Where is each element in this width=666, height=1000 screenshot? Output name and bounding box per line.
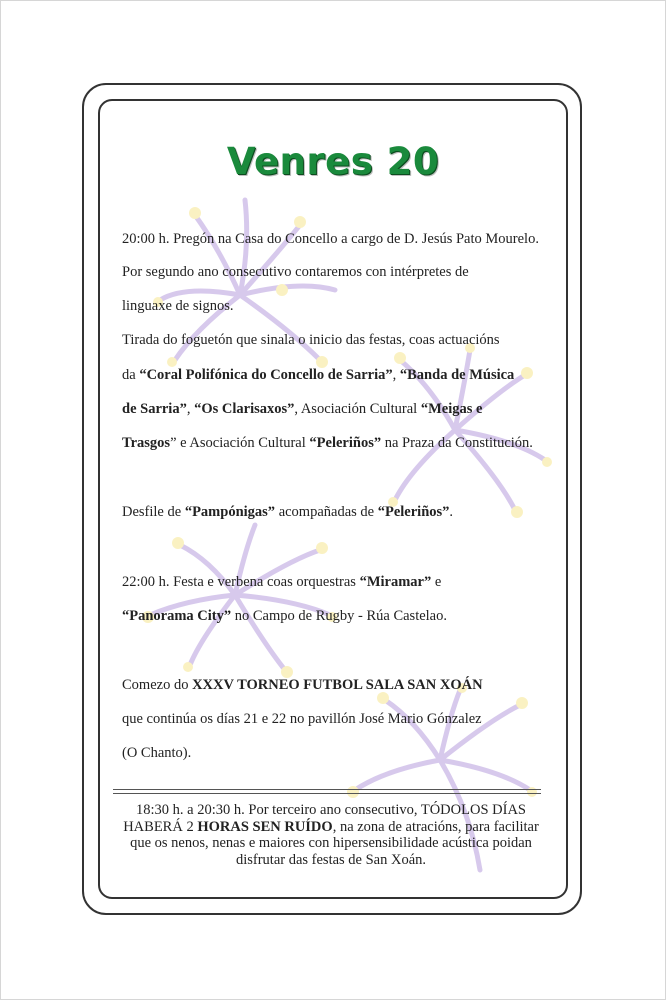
text-line-coral [122, 366, 514, 384]
notice-line-4: disfrutar das festas de San Xoán. [235, 851, 427, 868]
text-line-desfile [122, 503, 453, 521]
group-name-banda-end: de Sarria” [122, 401, 187, 417]
band-name-panorama: “Panorama City” [122, 608, 232, 624]
text-line-chanto: (O Chanto). [122, 745, 192, 761]
text-line-sign-language: linguaxe de signos. [122, 298, 234, 314]
text-span: na Praza da Constitución. [381, 435, 533, 451]
divider-top [113, 789, 541, 790]
text-span: acompañadas de [275, 504, 378, 520]
text-span: , na zona de atracións, para facilitar [332, 818, 539, 835]
notice-box [106, 802, 556, 868]
group-name-meigas: “Meigas e [420, 401, 483, 417]
band-name-miramar: “Miramar” [359, 574, 432, 590]
divider-bottom [113, 793, 541, 794]
text-span: da [122, 367, 140, 383]
text-span: e [431, 574, 442, 590]
text-span: , Asociación Cultural [294, 401, 421, 417]
text-span: Desfile de [122, 504, 185, 520]
text-line-pregon: 20:00 h. Pregón na Casa do Concello a cargo de D. Jesús Pato Mourelo. [122, 231, 539, 247]
group-name-clarisaxos: “Os Clarisaxos” [194, 401, 295, 417]
text-span: , [392, 367, 400, 383]
text-line-fogueton: Tirada do foguetón que sinala o inicio das festas, coas actuacións [122, 332, 500, 348]
group-name-pamponigas: “Pampónigas” [184, 504, 276, 520]
text-span: 22:00 h. Festa e verbena coas orquestras [122, 574, 360, 590]
text-line-torneo [122, 676, 483, 694]
text-line-trasgos [122, 434, 533, 452]
text-span: no Campo de Rugby - Rúa Castelao. [231, 608, 447, 624]
text-line-continua: que continúa os días 21 e 22 no pavillón José Mario Gónzalez [122, 711, 482, 727]
text-span: ” e Asociación Cultural [170, 435, 310, 451]
text-line-interpreters: Por segundo ano consecutivo contaremos con intérpretes de [122, 264, 469, 280]
tournament-name: XXXV TORNEO FUTBOL SALA SAN XOÁN [192, 677, 483, 693]
notice-line-1: 18:30 h. a 20:30 h. Por terceiro ano consecutivo, TÓDOLOS DÍAS [136, 802, 526, 818]
inner-frame [98, 99, 568, 899]
text-span: , [186, 401, 195, 417]
notice-highlight: HORAS SEN RUÍDO [197, 818, 333, 835]
notice-line-3: que os nenos, nenas e maiores con hipersensibilidade acústica poidan [130, 835, 532, 851]
text-span: . [449, 504, 454, 520]
group-name-pelerinos: “Peleriños” [309, 435, 382, 451]
text-line-panorama [122, 607, 447, 625]
text-line-clarisaxos [122, 400, 482, 418]
notice-line-2 [106, 819, 556, 836]
text-line-verbena [122, 573, 441, 591]
group-name-pelerinos-2: “Peleriños” [377, 504, 450, 520]
group-name-trasgos: Trasgos [122, 435, 171, 451]
text-span: HABERÁ 2 [123, 818, 198, 835]
page-title: Venres 20 [226, 140, 440, 183]
text-span: Comezo do [122, 677, 193, 693]
group-name-coral: “Coral Polifónica do Concello de Sarria” [139, 367, 393, 383]
group-name-banda: “Banda de Música [399, 367, 515, 383]
